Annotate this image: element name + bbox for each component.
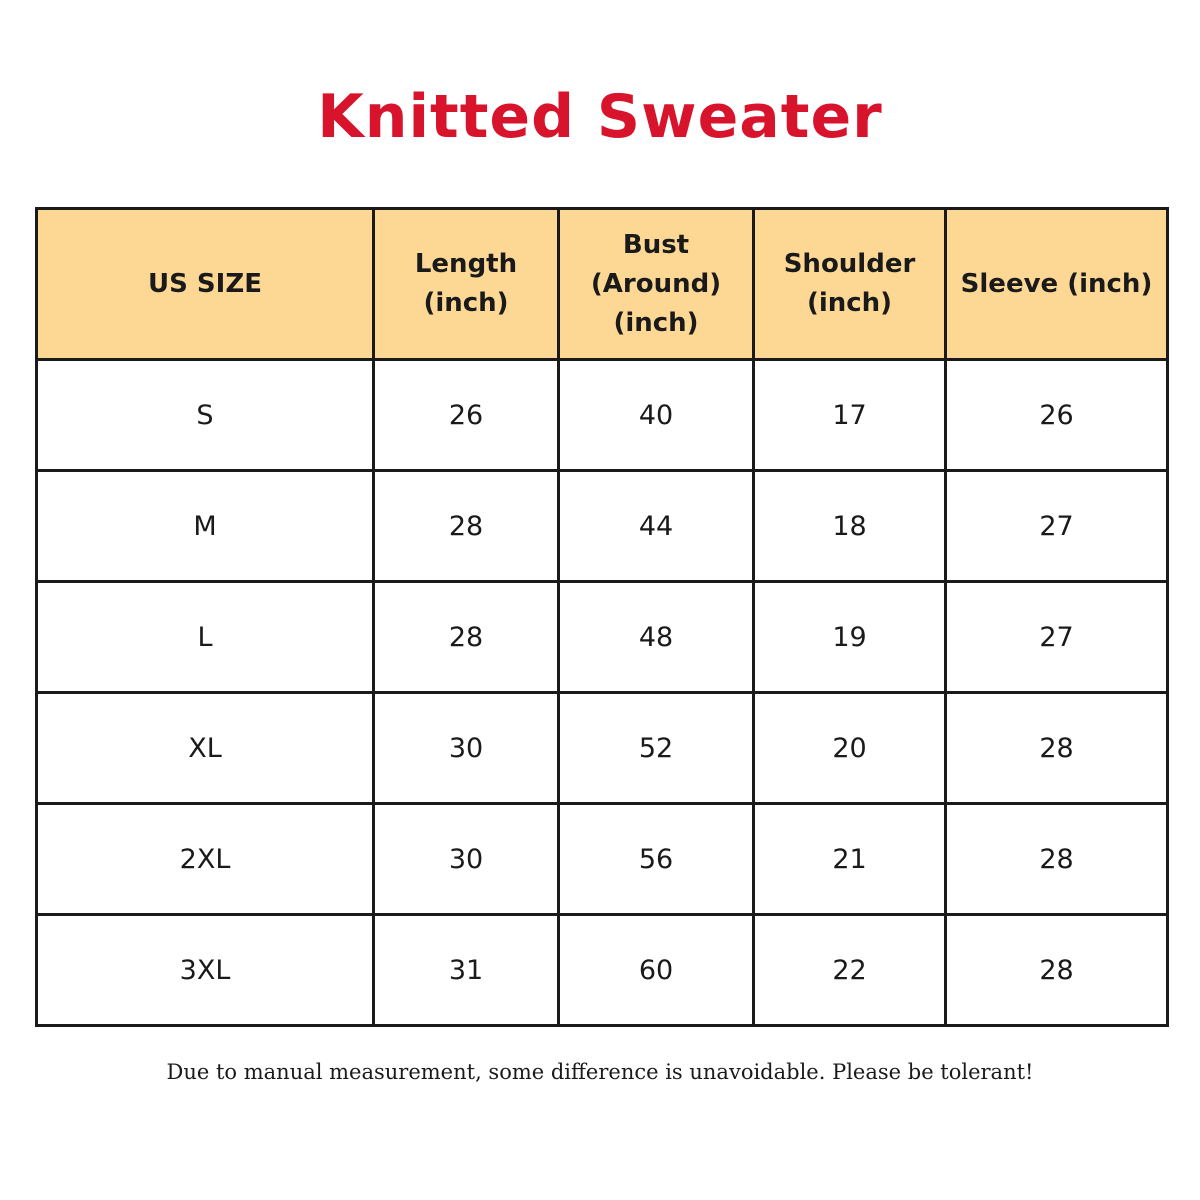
cell-length: 28 xyxy=(374,582,559,693)
header-label: Shoulder (inch) xyxy=(783,249,916,318)
measurement-disclaimer: Due to manual measurement, some difference is unavoidable. Please be tolerant! xyxy=(166,1060,1034,1084)
header-cell-shoulder xyxy=(754,209,946,360)
cell-bust: 60 xyxy=(559,915,754,1026)
table-row xyxy=(37,360,1168,471)
cell-size: M xyxy=(37,471,374,582)
cell-shoulder: 22 xyxy=(754,915,946,1026)
cell-size: XL xyxy=(37,693,374,804)
table-header-row xyxy=(37,209,1168,360)
cell-bust: 44 xyxy=(559,471,754,582)
cell-length: 31 xyxy=(374,915,559,1026)
cell-sleeve: 26 xyxy=(946,360,1168,471)
cell-size: S xyxy=(37,360,374,471)
table-row xyxy=(37,582,1168,693)
size-chart-table xyxy=(35,207,1169,1027)
cell-length: 30 xyxy=(374,693,559,804)
page-title: Knitted Sweater xyxy=(317,82,883,152)
cell-bust: 52 xyxy=(559,693,754,804)
table-row xyxy=(37,915,1168,1026)
cell-shoulder: 19 xyxy=(754,582,946,693)
cell-sleeve: 27 xyxy=(946,582,1168,693)
header-cell-length xyxy=(374,209,559,360)
table-row xyxy=(37,471,1168,582)
header-label: US SIZE xyxy=(148,268,262,299)
table-row xyxy=(37,693,1168,804)
cell-sleeve: 27 xyxy=(946,471,1168,582)
header-label: Bust (Around) (inch) xyxy=(590,229,722,338)
cell-sleeve: 28 xyxy=(946,693,1168,804)
header-cell-sleeve xyxy=(946,209,1168,360)
cell-bust: 56 xyxy=(559,804,754,915)
cell-shoulder: 20 xyxy=(754,693,946,804)
cell-length: 30 xyxy=(374,804,559,915)
table-row xyxy=(37,804,1168,915)
cell-shoulder: 17 xyxy=(754,360,946,471)
cell-shoulder: 21 xyxy=(754,804,946,915)
cell-sleeve: 28 xyxy=(946,915,1168,1026)
cell-size: L xyxy=(37,582,374,693)
cell-bust: 40 xyxy=(559,360,754,471)
cell-size: 3XL xyxy=(37,915,374,1026)
cell-length: 26 xyxy=(374,360,559,471)
cell-bust: 48 xyxy=(559,582,754,693)
cell-size: 2XL xyxy=(37,804,374,915)
header-label: Sleeve (inch) xyxy=(960,268,1153,299)
cell-length: 28 xyxy=(374,471,559,582)
cell-shoulder: 18 xyxy=(754,471,946,582)
cell-sleeve: 28 xyxy=(946,804,1168,915)
header-cell-us-size xyxy=(37,209,374,360)
header-cell-bust xyxy=(559,209,754,360)
header-label: Length (inch) xyxy=(414,249,518,318)
